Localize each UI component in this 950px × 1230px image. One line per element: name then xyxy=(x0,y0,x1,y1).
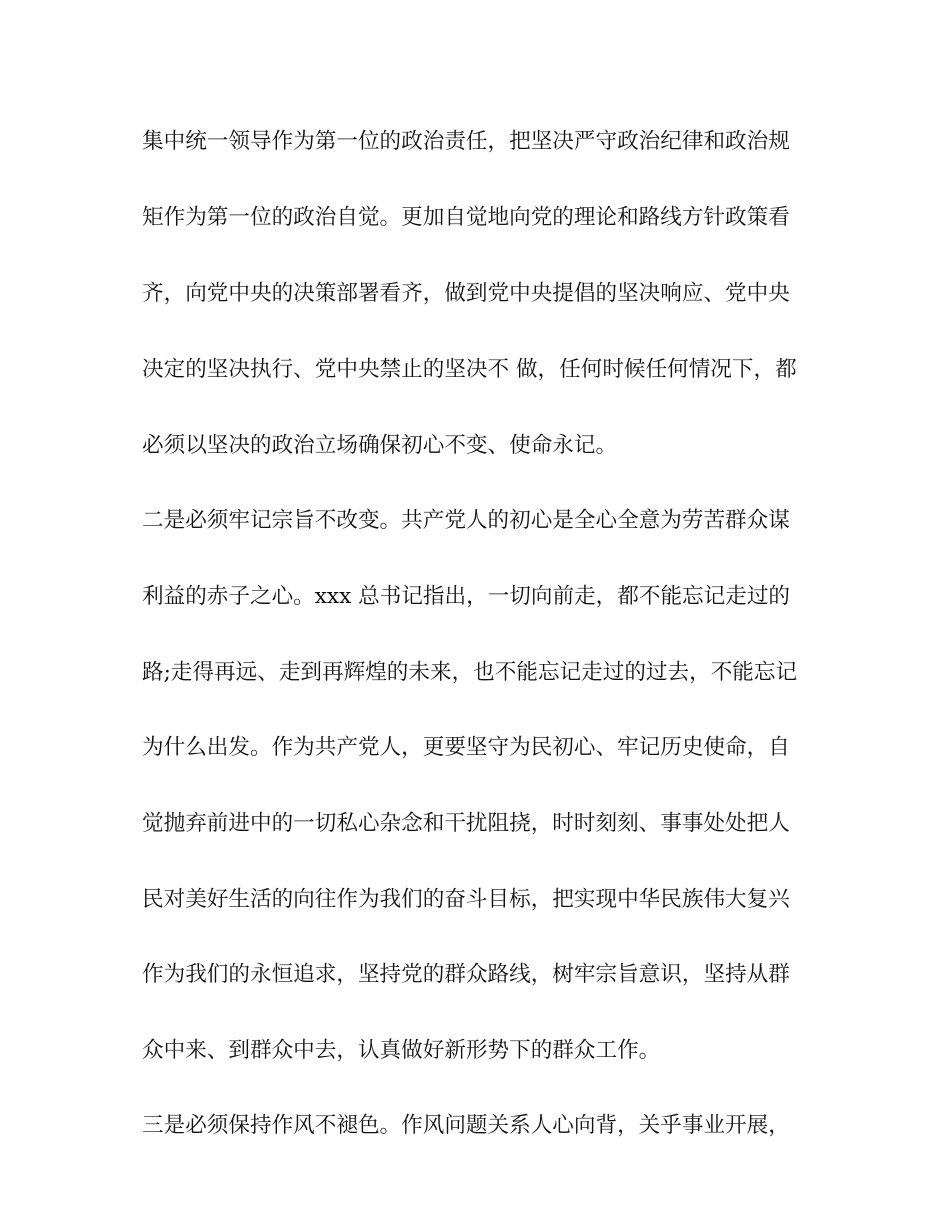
text-line: 矩作为第一位的政治自觉。更加自觉地向党的理论和路线方针政策看 xyxy=(142,205,790,230)
text-line: 决定的坚决执行、党中央禁止的坚决不 做，任何时候任何情况下，都 xyxy=(142,357,797,382)
text-line: 为什么出发。作为共产党人，更要坚守为民初心、牢记历史使命，自 xyxy=(142,735,790,760)
text-line: 众中来、到群众中去，认真做好新形势下的群众工作。 xyxy=(142,1038,661,1063)
text-line: 觉抛弃前进中的一切私心杂念和干扰阻挠，时时刻刻、事事处处把人 xyxy=(142,811,790,836)
text-line: 作为我们的永恒追求，坚持党的群众路线，树牢宗旨意识，坚持从群 xyxy=(142,962,790,987)
text-line: 集中统一领导作为第一位的政治责任，把坚决严守政治纪律和政治规 xyxy=(142,129,790,154)
text-line: 利益的赤子之心。xxx 总书记指出，一切向前走，都不能忘记走过的 xyxy=(142,584,791,609)
text-line: 齐，向党中央的决策部署看齐，做到党中央提倡的坚决响应、党中央 xyxy=(142,281,790,306)
text-line: 二是必须牢记宗旨不改变。共产党人的初心是全心全意为劳苦群众谋 xyxy=(142,508,790,533)
text-line: 三是必须保持作风不褪色。作风问题关系人心向背，关乎事业开展， xyxy=(142,1113,790,1138)
text-line: 必须以坚决的政治立场确保初心不变、使命永记。 xyxy=(142,433,618,458)
text-line: 路;走得再远、走到再辉煌的未来，也不能忘记走过的过去，不能忘记 xyxy=(142,660,798,685)
text-line: 民对美好生活的向往作为我们的奋斗目标，把实现中华民族伟大复兴 xyxy=(142,887,790,912)
